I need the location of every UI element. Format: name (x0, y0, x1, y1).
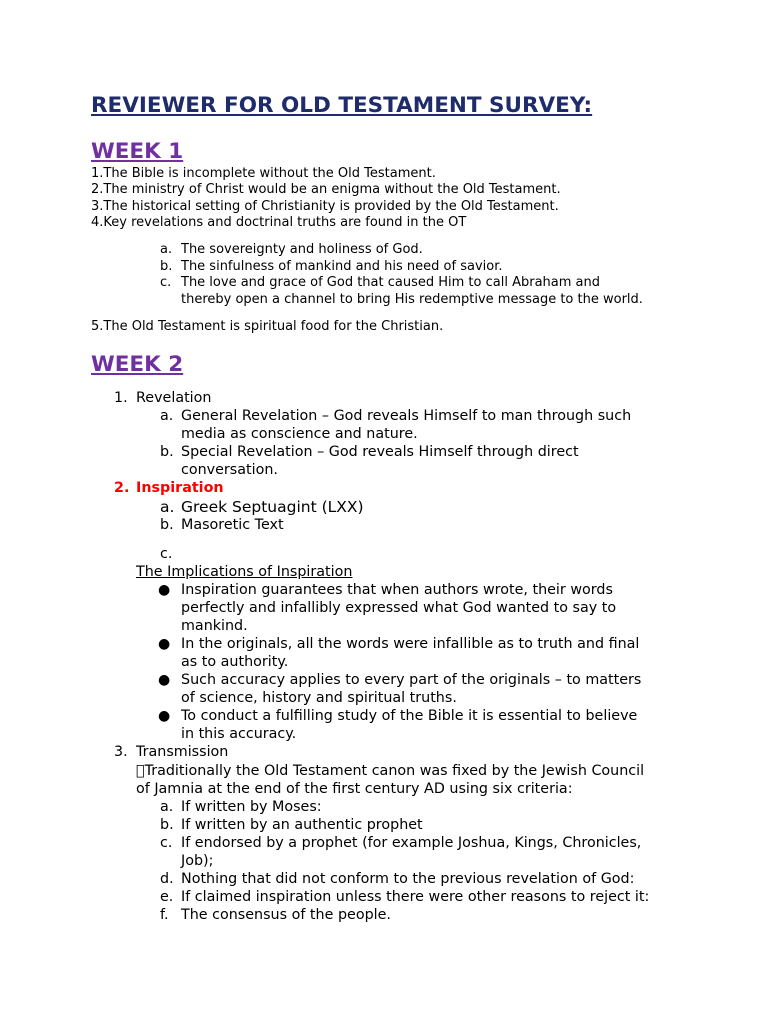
revelation-label: Revelation (136, 390, 212, 406)
inspiration-label: Inspiration (136, 480, 224, 496)
week1-point-5: 5.The Old Testament is spiritual food for the Christian. (91, 319, 444, 334)
week1-sub-b: The sinfulness of mankind and his need of savior. (181, 259, 503, 274)
transmission-label: Transmission (136, 744, 229, 760)
revelation-b-line2: conversation. (181, 462, 278, 478)
inspiration-b: Masoretic Text (181, 517, 284, 533)
week1-point-3: 3.The historical setting of Christianity is provided by the Old Testament. (91, 199, 559, 214)
criteria-a-marker: a. (160, 799, 174, 815)
criteria-c-line1: If endorsed by a prophet (for example Joshua, Kings, Chronicles, (181, 835, 642, 851)
implication-2-line1: In the originals, all the words were infallible as to truth and final (181, 636, 640, 652)
criteria-f: The consensus of the people. (181, 907, 391, 923)
bullet-icon: ● (158, 636, 171, 652)
inspiration-a: Greek Septuagint (LXX) (181, 498, 364, 516)
week2-heading: WEEK 2 (91, 352, 184, 377)
week1-sub-a-marker: a. (160, 242, 173, 257)
week1-point-4: 4.Key revelations and doctrinal truths are found in the OT (91, 215, 467, 230)
implication-1-line2: perfectly and infallibly expressed what God wanted to say to (181, 600, 617, 616)
bullet-icon: ● (158, 708, 171, 724)
week1-point-2: 2.The ministry of Christ would be an enigma without the Old Testament. (91, 182, 561, 197)
implication-4-line1: To conduct a fulfilling study of the Bible it is essential to believe (181, 708, 638, 724)
week1-sub-c-marker: c. (160, 275, 172, 290)
implication-1-line1: Inspiration guarantees that when authors wrote, their words (181, 582, 613, 598)
implication-3-line1: Such accuracy applies to every part of the originals – to matters (181, 672, 642, 688)
week1-point-1: 1.The Bible is incomplete without the Old Testament. (91, 166, 436, 181)
week1-sub-c-line2: thereby open a channel to bring His redemptive message to the world. (181, 292, 643, 307)
criteria-b: If written by an authentic prophet (181, 817, 423, 833)
week1-sub-c-line1: The love and grace of God that caused Him to call Abraham and (181, 275, 600, 290)
criteria-e-marker: e. (160, 889, 174, 905)
criteria-f-marker: f. (160, 907, 169, 923)
implication-4-line2: in this accuracy. (181, 726, 297, 742)
revelation-b-line1: Special Revelation – God reveals Himself through direct (181, 444, 579, 460)
criteria-c-line2: Job); (181, 853, 214, 869)
bullet-icon: ● (158, 582, 171, 598)
revelation-a-line2: media as conscience and nature. (181, 426, 418, 442)
inspiration-a-marker: a. (160, 498, 175, 516)
revelation-b-marker: b. (160, 444, 174, 460)
inspiration-b-marker: b. (160, 517, 174, 533)
implication-2-line2: as to authority. (181, 654, 289, 670)
revelation-a-line1: General Revelation – God reveals Himself to man through such (181, 408, 632, 424)
criteria-a: If written by Moses: (181, 799, 322, 815)
criteria-d-marker: d. (160, 871, 174, 887)
transmission-intro-line1: Traditionally the Old Testament canon was fixed by the Jewish Council (136, 763, 636, 779)
criteria-e: If claimed inspiration unless there were other reasons to reject it: (181, 889, 650, 905)
week1-sub-a: The sovereignty and holiness of God. (181, 242, 423, 257)
implications-heading: The Implications of Inspiration (136, 564, 353, 580)
transmission-intro-line2: of Jamnia at the end of the first century AD using six criteria: (136, 781, 573, 797)
implication-1-line3: mankind. (181, 618, 248, 634)
implication-3-line2: of science, history and spiritual truths. (181, 690, 457, 706)
page-title: REVIEWER FOR OLD TESTAMENT SURVEY: (91, 93, 593, 118)
week1-sub-b-marker: b. (160, 259, 173, 274)
inspiration-c-marker: c. (160, 546, 173, 562)
week1-heading: WEEK 1 (91, 139, 184, 164)
revelation-marker: 1. (114, 390, 128, 406)
revelation-a-marker: a. (160, 408, 174, 424)
inspiration-marker: 2. (114, 480, 130, 496)
criteria-d: Nothing that did not conform to the previous revelation of God: (181, 871, 635, 887)
bullet-icon: ● (158, 672, 171, 688)
transmission-marker: 3. (114, 744, 128, 760)
criteria-c-marker: c. (160, 835, 173, 851)
criteria-b-marker: b. (160, 817, 174, 833)
